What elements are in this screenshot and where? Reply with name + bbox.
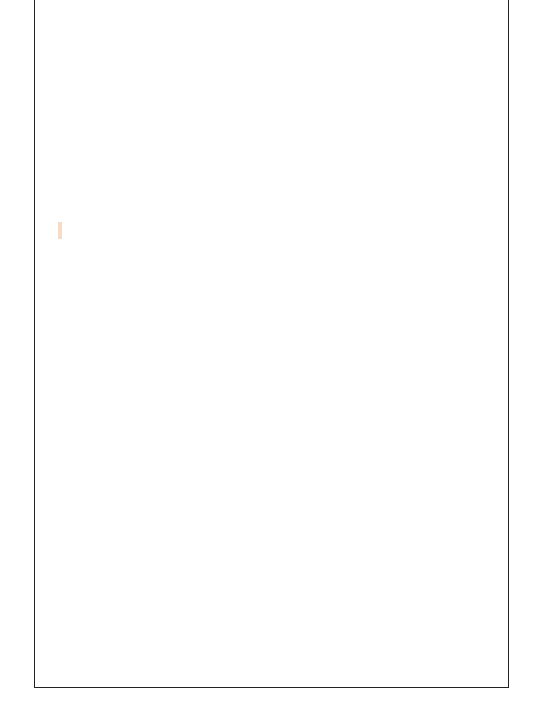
- line-21: [38, 540, 504, 558]
- line-11: [38, 275, 504, 293]
- line-17: [38, 434, 504, 452]
- phase-implement-heading: [38, 407, 504, 425]
- line-24: [38, 619, 504, 637]
- line-13: [38, 328, 504, 346]
- method-classroom-observation: [38, 90, 504, 108]
- heading-highlight: [58, 222, 62, 239]
- line-19: [38, 487, 504, 505]
- phase-prep-heading: [38, 248, 504, 266]
- method-action-research: [38, 143, 504, 161]
- line-15: [38, 381, 504, 399]
- section-heading-research-plan: [38, 222, 504, 240]
- method-case-analysis: [38, 37, 504, 55]
- phase-summary-heading: [38, 593, 504, 611]
